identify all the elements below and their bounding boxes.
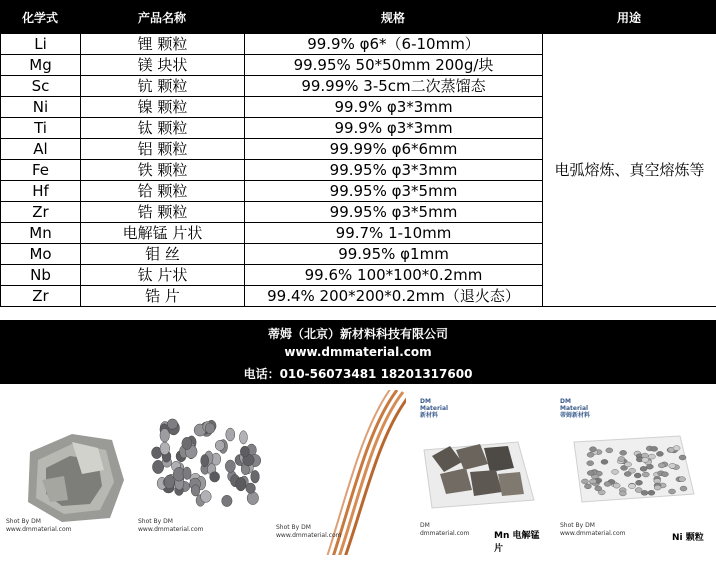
ni-pellet-shape [587,471,594,476]
cell-usage: 电弧熔炼、真空熔炼等 [543,34,716,307]
header-usage: 用途 [616,11,641,25]
photo4-caption-2: dmmaterial.com [420,530,470,537]
pellet-shape [236,477,246,491]
cell-name: 铁 颗粒 [81,160,245,181]
ni-pellet-shape [642,472,649,477]
ni-pellet-shape [651,446,658,451]
cell-spec: 99.99% 3-5cm二次蒸馏态 [245,76,543,97]
cell-name: 锆 片 [81,286,245,307]
ni-pellet-shape [618,456,625,461]
cell-formula: Sc [1,76,81,97]
cell-name: 钼 丝 [81,244,245,265]
pellet-shape [160,442,170,455]
header-name: 产品名称 [137,11,186,25]
ni-pellet-shape [658,463,665,468]
photo2-caption-2: www.dmmaterial.com [138,526,204,533]
ni-pellet-shape [620,450,627,455]
cell-spec: 99.95% φ3*5mm [245,202,543,223]
cell-formula: Fe [1,160,81,181]
cell-name: 锆 颗粒 [81,202,245,223]
photo2-caption-1: Shot By DM [138,518,173,525]
ni-pellet-shape [679,477,686,482]
ni-pellet-shape [673,446,680,451]
photo5-label: Ni 颗粒 [672,533,704,543]
ni-pellet-shape [604,481,611,486]
cell-formula: Zr [1,202,81,223]
ni-pellet-shape [646,464,653,469]
photo4-logo [420,398,448,419]
ni-pellet-shape [679,455,686,460]
ni-pellet-shape [648,490,655,495]
cell-spec: 99.95% φ1mm [245,244,543,265]
photo5-logo-3: 蒂姆新材料 [560,412,591,419]
company-website: www.dmmaterial.com [284,345,432,359]
cell-spec: 99.95% 50*50mm 200g/块 [245,55,543,76]
cell-name: 锂 颗粒 [81,34,245,55]
table-row [1,34,716,55]
cell-name: 镍 颗粒 [81,97,245,118]
photo4-logo-1: DM [420,398,431,405]
ni-pellet-shape [619,491,626,496]
ni-pellet-shape [629,484,636,489]
company-name: 蒂姆（北京）新材料科技有限公司 [267,327,448,341]
cell-spec: 99.9% φ3*3mm [245,118,543,139]
pellet-shape [191,485,200,496]
ni-pellet-shape [624,471,631,476]
photo5-logo-1: DM [560,398,571,405]
cell-spec: 99.7% 1-10mm [245,223,543,244]
ni-pellet-shape [640,466,647,471]
ni-pellet-shape [636,480,643,485]
cell-spec: 99.4% 200*200*0.2mm（退火态） [245,286,543,307]
pellet-shape [205,423,215,434]
ni-pellet-shape [613,483,620,488]
photo4-caption-1: DM [420,522,430,529]
company-footer [0,320,716,384]
cell-formula: Ni [1,97,81,118]
photo-mg-chunk [2,390,132,555]
pellet-shape [240,446,249,457]
photo3-caption-2: www.dmmaterial.com [276,532,342,539]
cell-spec: 99.99% φ6*6mm [245,139,543,160]
cell-name: 钛 颗粒 [81,118,245,139]
pellet-shape [247,492,258,505]
cell-spec: 99.6% 100*100*0.2mm [245,265,543,286]
cell-spec: 99.95% φ3*5mm [245,181,543,202]
cell-name: 铪 颗粒 [81,181,245,202]
cell-formula: Zr [1,286,81,307]
ni-pellet-shape [635,488,642,493]
ni-pellet-shape [654,485,661,490]
pellet-shape [215,440,224,450]
photo4-logo-3: 新材料 [420,412,439,419]
photo-wire [272,390,406,555]
pellet-shape [160,428,170,442]
ni-pellet-shape [584,484,591,489]
cell-formula: Al [1,139,81,160]
photo5-logo-2: Material [560,405,589,412]
ni-pellet-shape [606,448,613,453]
header-formula: 化学式 [21,11,58,25]
cell-name: 铝 颗粒 [81,139,245,160]
ni-pellet-shape [669,463,676,468]
pellet-shape [201,454,209,466]
photo4-logo-2: Material [420,405,449,412]
ni-pellet-shape [587,452,594,457]
cell-name: 钛 片状 [81,265,245,286]
table-header [0,0,716,33]
ni-pellet-shape [601,459,608,464]
ni-pellet-shape [581,479,588,484]
ni-pellet-shape [590,479,597,484]
pellet-shape [239,431,247,444]
pellet-shape [182,437,192,449]
ni-pellet-shape [634,473,641,478]
cell-spec: 99.9% φ6*（6-10mm） [245,34,543,55]
photo1-caption-2: www.dmmaterial.com [6,526,72,533]
ni-pellet-shape [680,486,687,491]
product-photos [0,384,716,565]
ni-pellet-shape [589,447,596,452]
ni-pellet-shape [661,472,668,477]
pellet-shape [210,472,220,482]
cell-spec: 99.95% φ3*3mm [245,160,543,181]
company-phone: 电话：010-56073481 18201317600 [243,367,473,381]
cell-formula: Ti [1,118,81,139]
ni-pellet-shape [625,462,632,467]
cell-name: 钪 颗粒 [81,76,245,97]
ni-pellet-shape [656,451,663,456]
pellet-shape [167,419,177,429]
photo5-caption-1: Shot By DM [560,522,595,529]
photo-mn-flakes [410,390,548,555]
ni-pellet-shape [612,469,619,474]
pellet-shape [164,475,174,489]
cell-name: 镁 块状 [81,55,245,76]
photo-pellets [134,390,270,555]
pellet-shape [251,470,260,483]
photo1-caption-1: Shot By DM [6,518,41,525]
cell-formula: Hf [1,181,81,202]
pellet-shape [225,460,235,472]
cell-formula: Li [1,34,81,55]
photo5-logo [560,398,590,419]
cell-formula: Mo [1,244,81,265]
pellet-shape [246,483,256,493]
cell-formula: Mn [1,223,81,244]
photo4-label: Mn 电解锰片 [494,531,540,554]
photo3-caption-1: Shot By DM [276,524,311,531]
photo-ni-pellets [552,390,706,555]
photo5-caption-2: www.dmmaterial.com [560,530,626,537]
spec-table [0,33,716,307]
pellet-shape [222,495,232,506]
ni-pellet-shape [642,457,649,462]
header-spec: 规格 [380,11,405,25]
ni-pellet-shape [595,486,602,491]
cell-formula: Nb [1,265,81,286]
ni-pellet-shape [587,461,594,466]
pellet-shape [183,467,191,480]
cell-name: 电解锰 片状 [81,223,245,244]
cell-spec: 99.9% φ3*3mm [245,97,543,118]
pellet-shape [226,428,235,441]
ni-pellet-shape [648,454,655,459]
ni-pellet-shape [669,489,676,494]
cell-formula: Mg [1,55,81,76]
pellet-shape [201,491,212,503]
